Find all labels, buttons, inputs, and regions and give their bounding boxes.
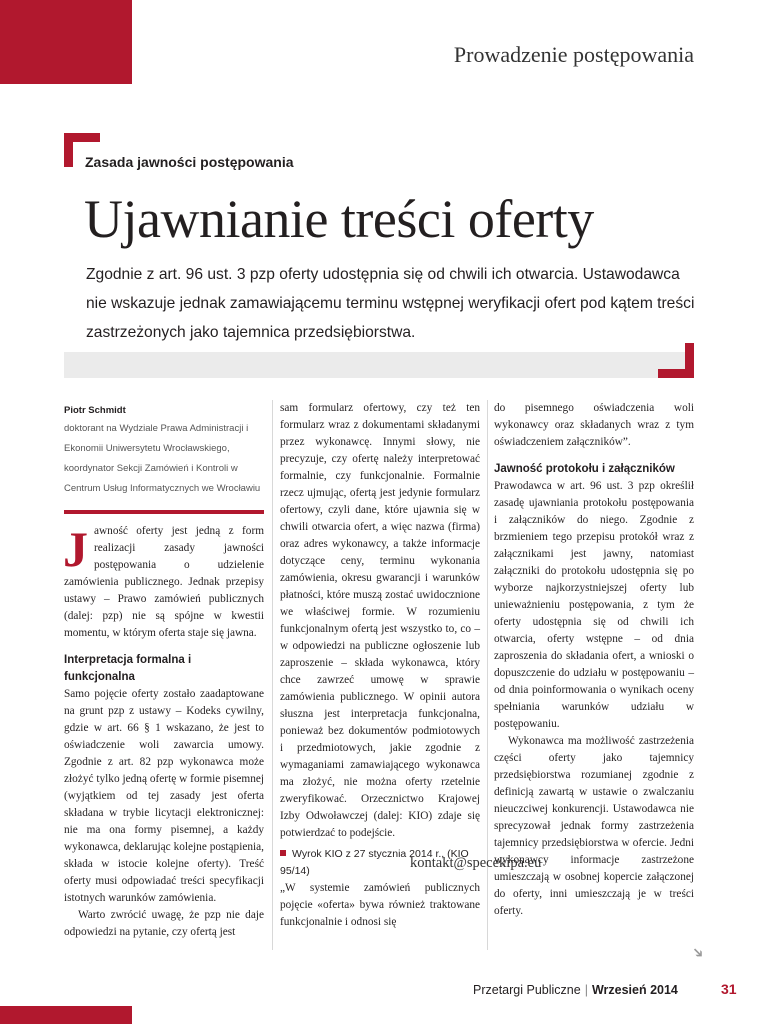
issue-date: Wrzesień 2014 [591,983,678,997]
column-3 [494,400,694,920]
article-lead: Zgodnie z art. 96 ust. 3 pzp oferty udostępnia się od chwili ich otwarcia. Ustawodawca nie wskazuje jednak zamawiającemu terminu wstępnej weryfikacji ofert pod kątem treści zastrzeżonych jako tajemnica przedsiębiorstwa. [86,266,695,341]
corner-tab-bottom [0,1006,132,1024]
author-bio: doktorant na Wydziale Prawa Administracji i Ekonomii Uniwersytetu Wrocławskiego, koordynator Sekcji Zamówień i Kontroli w Centrum Usług Informatycznych we Wrocławiu [64,423,261,494]
column-divider [272,400,273,950]
arrow-down-right-icon: ➔ [688,943,708,963]
author-divider [64,510,264,514]
intro-text: awność oferty jest jedną z form realizacji zasady jawności postępowania o udzielenie zamówienia publicznego. Jednak przepisy ustawy – Prawo zamówień publicznych (dalej: pzp) nie są spójne w kwestii momentu, w którym oferta staje się jawna. [64,525,264,639]
intro-paragraph [64,523,264,642]
corner-tab-top [0,0,132,84]
subheading: Jawność protokołu i załączników [494,463,675,475]
column-1 [64,400,264,941]
drop-cap: J [63,521,88,577]
footer-separator: | [584,983,588,997]
column-2 [280,400,480,931]
paragraph: do pisemnego oświadczenia woli wykonawcy oraz składanych wraz z tym oświadczeniem załączników”. [494,402,694,448]
paragraph: Warto zwrócić uwagę, że pzp nie daje odpowiedzi na pytanie, czy ofertą jest [64,909,264,938]
paragraph: sam formularz ofertowy, czy też ten formularz wraz z dokumentami składanymi przez wykonawcę. Innymi słowy, nie precyzuje, czy ofertę należy interpretować formalnie, czy funkcjonalnie. Formalnie rzecz ujmując, ofertą jest jedynie formularz ofertowy, czyli dane, które ujawnia się w chwili otwarcia ofert, a więc nazwa (firma) oraz adres wykonawcy, a także informacje dotyczące ceny, terminu wykonania zamówienia, okresu gwarancji i warunków płatności, które muszą zostać uwidocznione we właściwej formie. W rozumieniu funkcjonalnym ofertą jest wszystko to, co – w odpowiedzi na publiczne ogłoszenie lub zaproszenie – składa wykonawca, który chce zawrzeć umowę w sprawie zamówienia publicznego. W opinii autora słuszna jest interpretacja funkcjonalna, ponieważ bez dokumentów podmiotowych i przedmiotowych, jakie zgodnie z wymaganiami zamawiającego wykonawca ma złożyć, nie można oferty rzetelnie zweryfikować. Orzecznictwo Krajowej Izby Odwoławczej (dalej: KIO) zdaje się potwierdzać to podejście. [280,402,480,839]
page-number: 31 [721,981,737,997]
section-label: Prowadzenie postępowania [453,42,694,67]
subheading: Interpretacja formalna i funkcjonalna [64,654,192,683]
title-band [64,352,694,378]
paragraph: Prawodawca w art. 96 ust. 3 pzp określił zasadę ujawniania protokołu postępowania i załączników do niego. Zgodnie z brzmieniem tego przepisu protokół wraz z załącznikami jest jawny, natomiast załączniki do protokołu udostępnia się po wyborze najkorzystniejszej oferty lub unieważnieniu postępowania, z tym że oferty udostępnia się od chwili ich otwarcia, oferty wstępne – od dnia zaproszenia do składania ofert, a wnioski o dopuszczenie do udziału w postępowaniu – od dnia poinformowania o wynikach oceny spełniania warunków udziału w postępowaniu. [494,480,694,730]
watermark: kontakt@specekipa.eu [410,855,542,871]
bracket-bottom-right [658,343,694,378]
bullet-square-icon [280,850,286,856]
footer [473,983,678,997]
author-name: Piotr Schmidt [64,405,126,416]
paragraph: Samo pojęcie oferty zostało zaadaptowane na grunt pzp z ustawy – Kodeks cywilny, gdzie w art. 66 § 1 wskazano, że jest to oświadczenie woli zawarcia umowy. Zgodnie z art. 82 pzp wykonawca może złożyć tylko jedną ofertę w formie pisemnej (wyjątkiem od tej zasady jest oferta składana w trybie licytacji elektronicznej: nie ma ona formy pisemnej, a każdy wykonawca, deklarując kolejne postąpienia, składa w istocie kolejne oferty). Treść oferty musi odpowiadać treści specyfikacji istotnych warunków zamówienia. [64,688,264,904]
citation-text: Wyrok KIO z 27 stycznia 2014 r., (KIO 95/14) [280,848,469,877]
quote: „W systemie zamówień publicznych pojęcie «oferta» bywa również traktowane funkcjonalnie i odnosi się [280,882,480,928]
article-title: Ujawnianie treści oferty [84,189,594,249]
magazine-name: Przetargi Publiczne [473,983,581,997]
paragraph: Wykonawca ma możliwość zastrzeżenia części oferty jako tajemnicy przedsiębiorstwa rozumianej zgodnie z definicją zawartą w ustawie o zwalczaniu nieuczciwej konkurencji. Ustawodawca nie sprecyzował jednak formy zastrzeżenia tajemnicy przedsiębiorstwa w ofercie. Jedni wykonawcy informacje zastrzeżone umieszczają w osobnej kopercie załączonej do oferty, inni umieszczają je w treści oferty. [494,735,694,917]
article-kicker: Zasada jawności postępowania [85,154,294,170]
